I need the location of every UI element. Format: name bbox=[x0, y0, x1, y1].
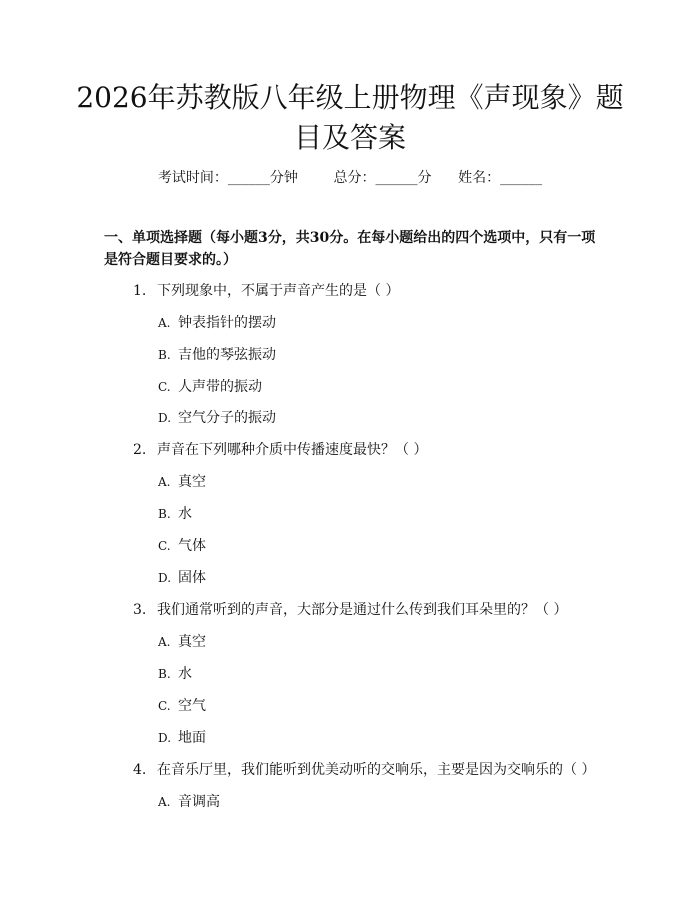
option-letter: B. bbox=[158, 667, 171, 681]
option-item bbox=[158, 568, 206, 588]
option-letter: C. bbox=[158, 539, 171, 553]
option-item bbox=[158, 728, 206, 748]
option-text: 钟表指针的摆动 bbox=[178, 315, 276, 331]
option-letter: B. bbox=[158, 348, 171, 362]
option-text: 空气 bbox=[178, 698, 206, 714]
section-heading: 一、单项选择题（每小题3分，共30分。在每小题给出的四个选项中，只有一项是符合题目要求的。） bbox=[104, 230, 596, 268]
total-score-blank: ______ bbox=[375, 170, 418, 186]
option-text: 空气分子的振动 bbox=[178, 410, 276, 426]
exam-time-unit: 分钟 bbox=[269, 170, 298, 186]
option-letter: C. bbox=[158, 380, 171, 394]
exam-info-line bbox=[0, 168, 700, 188]
option-item bbox=[158, 408, 276, 428]
option-letter: A. bbox=[158, 316, 171, 330]
question-text: 声音在下列哪种介质中传播速度最快？（ ） bbox=[157, 442, 428, 458]
question-item bbox=[133, 440, 427, 460]
question-item bbox=[133, 281, 399, 301]
option-letter: A. bbox=[158, 635, 171, 649]
option-text: 固体 bbox=[178, 570, 206, 586]
name-label: 姓名： bbox=[458, 170, 501, 186]
option-item bbox=[158, 536, 206, 556]
option-item bbox=[158, 504, 192, 524]
option-text: 水 bbox=[178, 666, 192, 682]
option-letter: A. bbox=[158, 475, 171, 489]
option-text: 地面 bbox=[178, 730, 206, 746]
question-number: 1. bbox=[133, 283, 147, 299]
question-text: 在音乐厅里，我们能听到优美动听的交响乐，主要是因为交响乐的（ ） bbox=[157, 762, 596, 778]
question-text: 我们通常听到的声音，大部分是通过什么传到我们耳朵里的？（ ） bbox=[157, 602, 568, 618]
option-text: 气体 bbox=[178, 538, 206, 554]
question-text: 下列现象中，不属于声音产生的是（ ） bbox=[157, 283, 400, 299]
option-letter: D. bbox=[158, 571, 172, 585]
option-item bbox=[158, 664, 192, 684]
option-text: 真空 bbox=[178, 634, 206, 650]
option-text: 水 bbox=[178, 506, 192, 522]
option-item bbox=[158, 377, 262, 397]
option-text: 音调高 bbox=[178, 794, 220, 810]
option-item bbox=[158, 472, 206, 492]
option-item bbox=[158, 313, 276, 333]
option-item bbox=[158, 632, 206, 652]
option-letter: C. bbox=[158, 699, 171, 713]
option-letter: B. bbox=[158, 507, 171, 521]
option-text: 人声带的振动 bbox=[178, 379, 262, 395]
option-letter: D. bbox=[158, 731, 172, 745]
question-number: 4. bbox=[133, 762, 147, 778]
option-letter: D. bbox=[158, 411, 172, 425]
question-number: 2. bbox=[133, 442, 147, 458]
total-score-unit: 分 bbox=[417, 170, 432, 186]
document-title: 2026年苏教版八年级上册物理《声现象》题目及答案 bbox=[76, 81, 624, 154]
option-item bbox=[158, 345, 276, 365]
option-letter: A. bbox=[158, 795, 171, 809]
name-blank: ______ bbox=[500, 170, 543, 186]
option-item bbox=[158, 792, 220, 812]
option-item bbox=[158, 696, 206, 716]
exam-time-blank: ______ bbox=[227, 170, 270, 186]
option-text: 真空 bbox=[178, 474, 206, 490]
option-text: 吉他的琴弦振动 bbox=[178, 347, 276, 363]
question-item bbox=[133, 760, 595, 780]
question-item bbox=[133, 600, 567, 620]
total-score-label: 总分： bbox=[333, 170, 376, 186]
question-number: 3. bbox=[133, 602, 147, 618]
exam-time-label: 考试时间： bbox=[157, 170, 228, 186]
